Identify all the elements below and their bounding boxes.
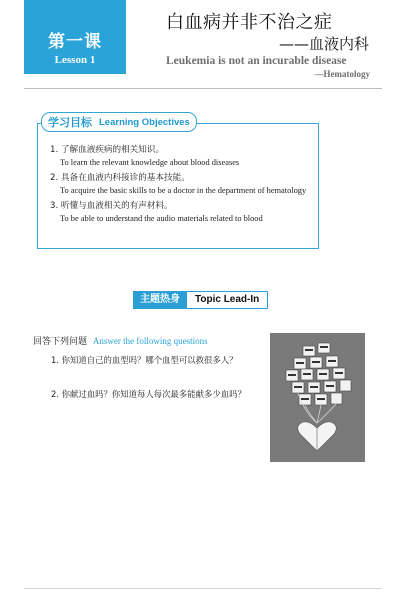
objective-cn: 1. 了解血液疾病的相关知识。 — [50, 145, 165, 155]
topic-label-en: Topic Lead-In — [187, 291, 268, 309]
page-subtitle-cn: ——血液内科 — [278, 35, 369, 53]
question-item: 1. 你知道自己的血型吗？哪个血型可以救很多人？ — [51, 355, 238, 365]
page-subtitle-en: —Hematology — [314, 69, 370, 79]
blood-bag-heart-photo — [270, 333, 365, 462]
page-title-cn: 白血病并非不治之症 — [166, 12, 333, 33]
lesson-number-cn: 第一课 — [48, 32, 102, 52]
objectives-label-cn: 学习目标 — [48, 116, 92, 129]
lesson-number-en: Lesson 1 — [54, 54, 96, 66]
questions-heading-en: Answer the following questions — [92, 336, 208, 346]
objective-en: To learn the relevant knowledge about blood diseases — [60, 158, 240, 167]
objective-en: To acquire the basic skills to be a doctor in the department of hematology — [60, 186, 307, 195]
objective-item — [50, 144, 312, 169]
bottom-divider — [24, 588, 382, 589]
questions-heading-cn: 回答下列问题 — [33, 337, 88, 347]
objective-cn: 3. 听懂与血液相关的有声材料。 — [50, 201, 173, 211]
objectives-label-en: Learning Objectives — [99, 116, 190, 128]
objectives-list — [50, 144, 312, 228]
topic-lead-in-banner — [133, 291, 268, 309]
header-divider — [24, 88, 382, 89]
learning-objectives-tab — [41, 112, 197, 132]
topic-label-cn: 主题热身 — [133, 291, 187, 309]
objective-item — [50, 200, 312, 225]
objective-en: To be able to understand the audio materials related to blood — [60, 214, 263, 223]
blood-bags-illustration-icon — [270, 333, 365, 462]
questions-heading — [33, 334, 208, 347]
objective-cn: 2. 具备在血液内科接诊的基本技能。 — [50, 173, 190, 183]
question-item: 2. 你献过血吗？你知道每人每次最多能献多少血吗？ — [51, 389, 246, 399]
lesson-badge — [24, 0, 126, 74]
objective-item — [50, 172, 312, 197]
page-title-en: Leukemia is not an incurable disease — [166, 55, 347, 67]
